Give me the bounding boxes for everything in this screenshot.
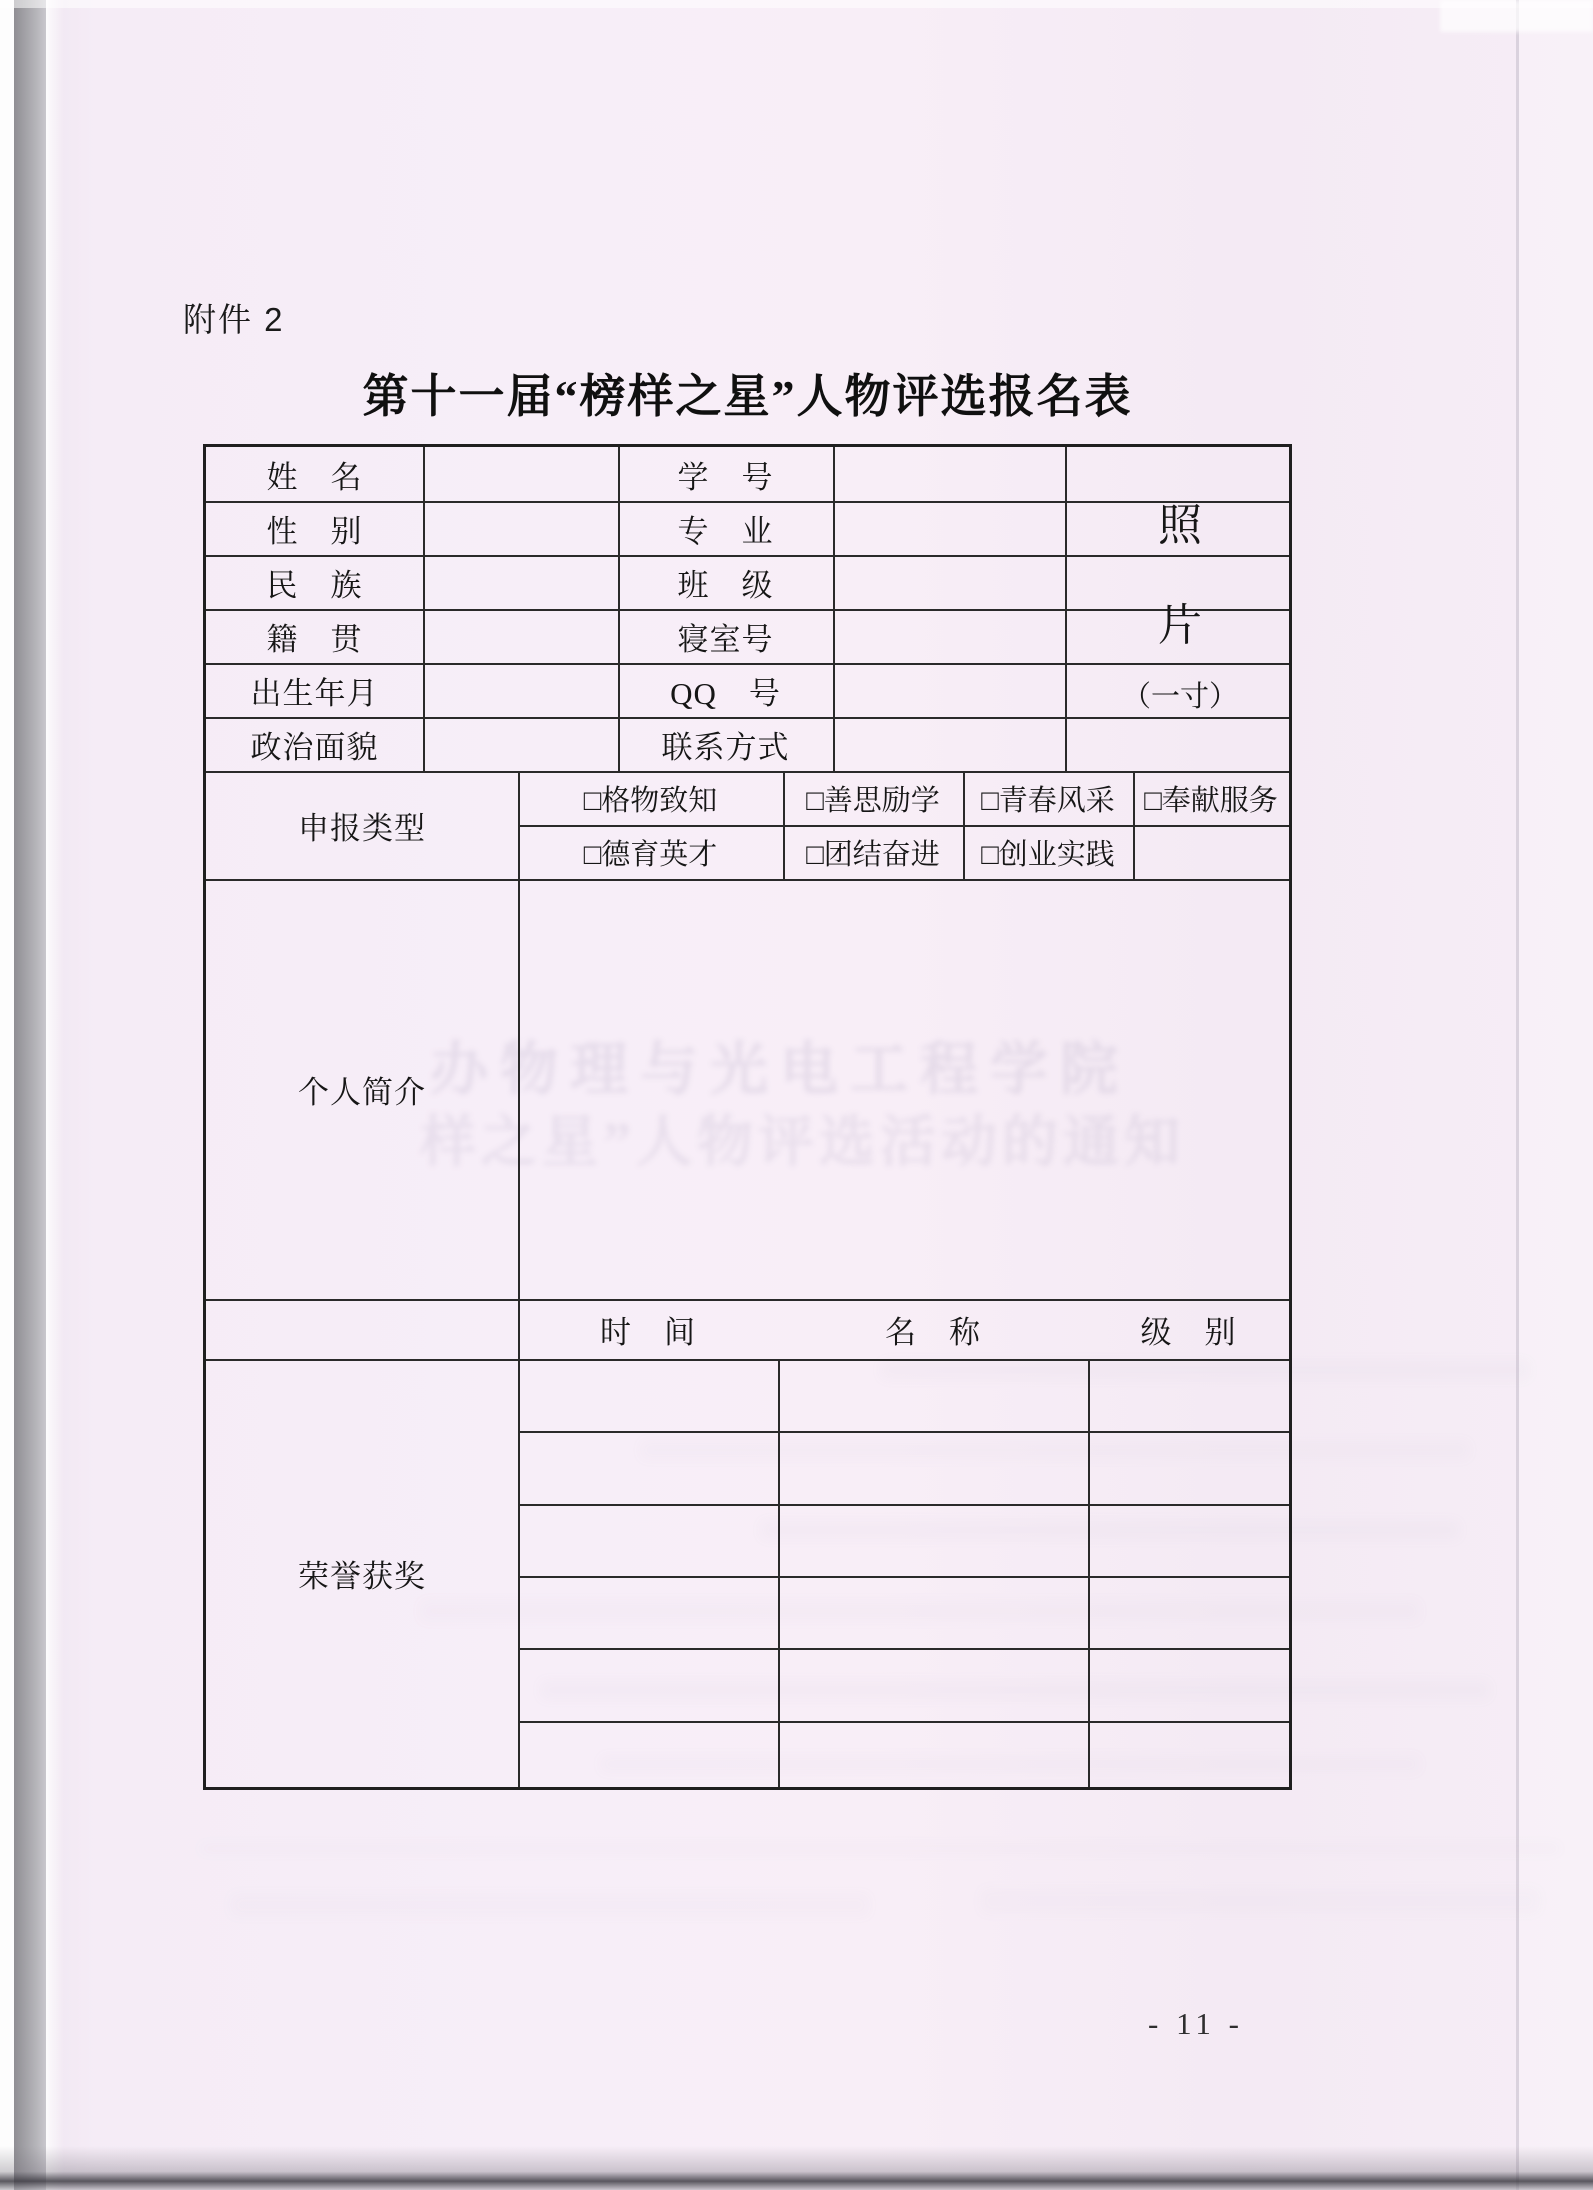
- field-value-gender: [423, 501, 618, 555]
- honors-header-name: 名 称: [885, 1314, 981, 1350]
- field-label-native-place: 籍 贯: [266, 621, 363, 657]
- field-value-contact: [833, 717, 1065, 771]
- photo-box-size-note: （一寸）: [1121, 680, 1238, 713]
- photo-box-char1: 照: [1158, 500, 1202, 550]
- field-label-birth-date: 出生年月: [250, 675, 379, 711]
- application-type-label: 申报类型: [298, 810, 426, 846]
- scan-edge-right-seam: [1516, 0, 1519, 2190]
- page-number: - 11 -: [1148, 2006, 1244, 2041]
- table-line: [518, 1721, 1289, 1723]
- scan-edge-bottom: [0, 2146, 1593, 2190]
- field-label-gender: 性 别: [266, 513, 363, 549]
- scan-edge-left-glow: [46, 0, 64, 2190]
- registration-form-table: [203, 444, 1292, 1790]
- application-type-option: □团结奋进: [806, 838, 940, 871]
- page-title: 第十一届“榜样之星”人物评选报名表: [362, 371, 1133, 422]
- profile-content-area: [518, 879, 1289, 1299]
- honors-header-time: 时 间: [600, 1314, 696, 1350]
- table-line: [1088, 1359, 1090, 1787]
- application-type-option: □德育英才: [583, 838, 718, 871]
- field-value-major: [833, 501, 1065, 555]
- scan-edge-corner-patch: [1440, 0, 1593, 32]
- bleedthrough-smudge: [230, 1893, 870, 1917]
- field-value-ethnicity: [423, 555, 618, 609]
- field-value-dorm-number: [833, 609, 1065, 663]
- scan-edge-left-grey: [14, 0, 46, 2190]
- field-label-name: 姓 名: [266, 459, 363, 495]
- table-line: [778, 1359, 780, 1787]
- field-label-contact: 联系方式: [661, 729, 790, 765]
- scan-edge-left-white: [0, 0, 14, 2190]
- photo-box-char2: 片: [1158, 600, 1202, 650]
- scan-edge-right-strip: [1519, 0, 1593, 2190]
- profile-label: 个人简介: [298, 1074, 426, 1110]
- table-line: [518, 1648, 1289, 1650]
- field-label-ethnicity: 民 族: [266, 567, 363, 603]
- table-line: [518, 1576, 1289, 1578]
- table-line: [518, 1431, 1289, 1433]
- application-type-option: □创业实践: [981, 838, 1115, 871]
- photo-box: [1065, 447, 1295, 771]
- application-type-option: □善思励学: [806, 784, 940, 817]
- field-value-native-place: [423, 609, 618, 663]
- bleedthrough-smudge: [980, 1888, 1540, 1914]
- field-value-qq-number: [833, 663, 1065, 717]
- field-value-political-status: [423, 717, 618, 771]
- honors-header-level: 级 别: [1140, 1314, 1237, 1350]
- application-type-option: □青春风采: [981, 784, 1115, 817]
- attachment-label: 附件 2: [183, 301, 285, 338]
- bleedthrough-smudge: [200, 1845, 1560, 1852]
- field-label-student-id: 学 号: [677, 459, 774, 495]
- scan-edge-top: [0, 0, 1593, 8]
- application-type-option: □奉献服务: [1144, 784, 1278, 817]
- table-line: [518, 1504, 1289, 1506]
- honors-label: 荣誉获奖: [298, 1558, 426, 1594]
- field-label-class: 班 级: [677, 567, 774, 603]
- field-value-class: [833, 555, 1065, 609]
- field-label-political-status: 政治面貌: [250, 729, 379, 765]
- bleedthrough-text-line1: 办物理与光电工程学院: [430, 1037, 1131, 1102]
- field-value-name: [423, 447, 618, 501]
- bleedthrough-text-line2: 样之星”人物评选活动的通知: [420, 1112, 1185, 1174]
- application-type-option: □格物致知: [583, 784, 718, 817]
- application-type-option-empty: [1133, 825, 1289, 879]
- field-label-qq-number: QQ 号: [670, 675, 781, 711]
- field-value-student-id: [833, 447, 1065, 501]
- field-label-dorm-number: 寝室号: [677, 621, 774, 657]
- field-label-major: 专 业: [677, 513, 774, 549]
- field-value-birth-date: [423, 663, 618, 717]
